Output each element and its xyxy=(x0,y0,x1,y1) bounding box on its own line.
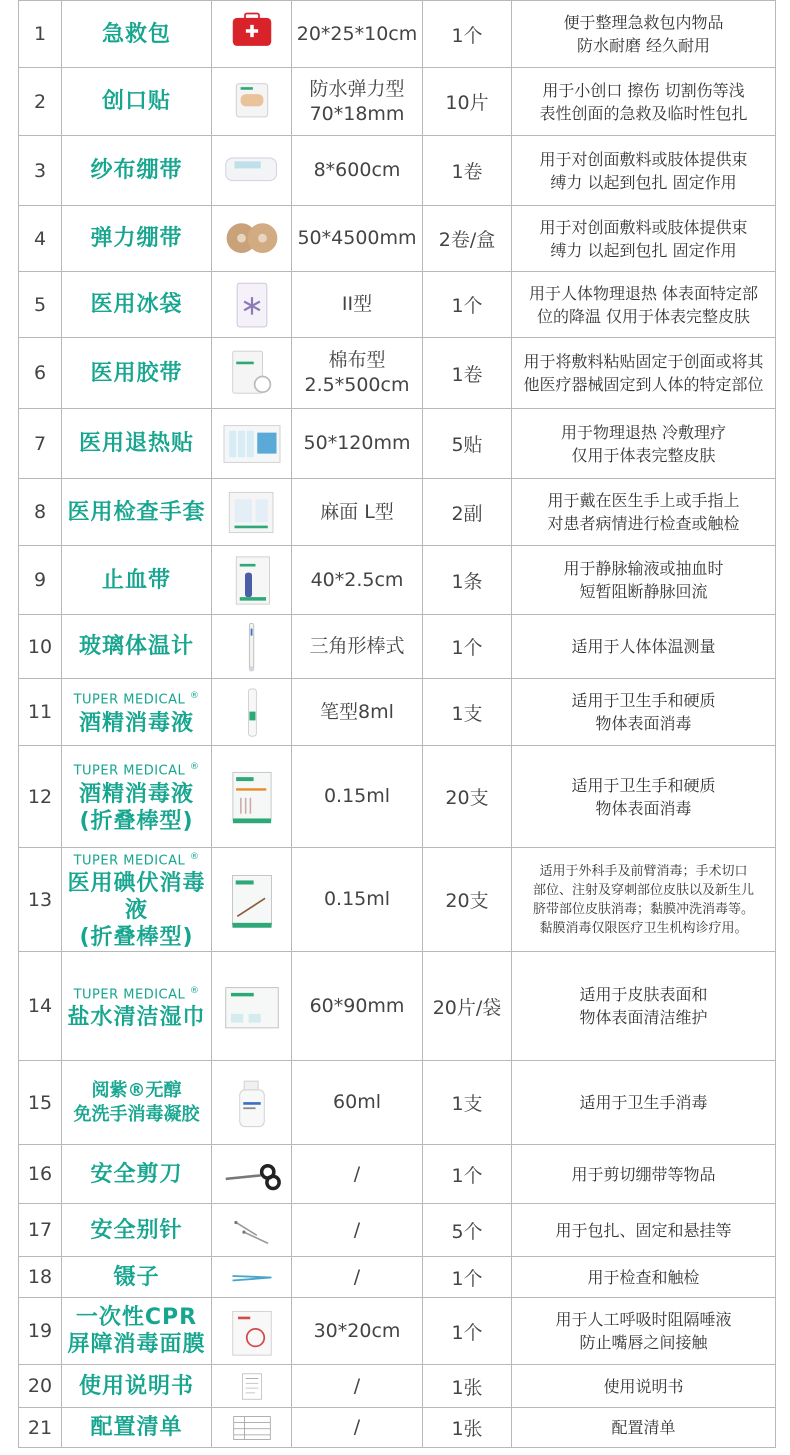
item-spec-cell xyxy=(292,338,423,409)
tweezers-icon xyxy=(217,1261,287,1294)
item-description: 位的降温 仅用于体表完整皮肤 xyxy=(536,306,751,326)
item-description-cell xyxy=(512,546,776,615)
item-name-cell xyxy=(62,679,212,746)
item-number: 1 xyxy=(19,1,62,68)
item-description: 短暂阻断静脉回流 xyxy=(579,582,708,601)
bandage-strip-icon xyxy=(217,72,287,132)
item-description-cell xyxy=(512,272,776,338)
item-name-cell xyxy=(62,1298,212,1365)
item-number: 20 xyxy=(19,1365,62,1408)
item-description-cell xyxy=(512,1145,776,1204)
item-description: 缚力 以起到包扎 固定作用 xyxy=(550,172,737,192)
item-description: 用于对创面敷料或肢体提供束 xyxy=(539,217,748,237)
item-quantity: 10片 xyxy=(423,68,512,136)
item-name-cell xyxy=(62,1365,212,1408)
item-spec: 50*120mm xyxy=(303,432,411,454)
item-number: 2 xyxy=(19,68,62,136)
item-spec: / xyxy=(353,1162,361,1185)
item-name: 玻璃体温计 xyxy=(78,634,194,659)
item-name: 创口贴 xyxy=(101,89,171,114)
item-quantity: 1张 xyxy=(423,1408,512,1448)
item-description: 防水耐磨 经久耐用 xyxy=(576,36,711,55)
item-description: 适用于卫生手和硬质 xyxy=(571,775,716,795)
item-description: 用于小创口 擦伤 切割伤等浅 xyxy=(542,80,745,100)
gauze-roll-icon xyxy=(217,140,287,202)
item-quantity: 5贴 xyxy=(423,409,512,479)
elastic-bandage-icon xyxy=(217,210,287,268)
item-name: 配置清单 xyxy=(90,1415,183,1441)
item-spec: 50*4500mm xyxy=(297,227,417,249)
item-name: (折叠棒型) xyxy=(79,808,194,834)
item-row xyxy=(19,1365,776,1408)
item-row xyxy=(19,1061,776,1145)
item-name-cell xyxy=(62,479,212,546)
item-spec: 20*25*10cm xyxy=(296,22,418,45)
item-quantity: 1卷 xyxy=(423,136,512,206)
item-name: 酒精消毒液 xyxy=(78,710,194,736)
item-spec: 2.5*500cm xyxy=(304,374,410,396)
item-row xyxy=(19,952,776,1061)
item-spec: / xyxy=(353,1265,361,1288)
item-quantity: 2卷/盒 xyxy=(423,206,512,272)
item-name-cell xyxy=(62,68,212,136)
item-name: 医用胶带 xyxy=(90,360,183,386)
item-spec-cell xyxy=(292,679,423,746)
item-spec: 60ml xyxy=(333,1091,381,1114)
gloves-icon xyxy=(217,483,287,542)
item-spec-cell xyxy=(292,1204,423,1257)
item-spec-cell xyxy=(292,1061,423,1145)
item-spec-cell xyxy=(292,409,423,479)
brand-label: TUPER MEDICAL ® xyxy=(73,762,200,779)
item-number: 19 xyxy=(19,1298,62,1365)
item-spec-cell xyxy=(292,546,423,615)
item-row xyxy=(19,1257,776,1298)
cooling-patch-icon xyxy=(217,413,287,475)
item-spec: 棉布型 xyxy=(328,349,386,371)
item-name: (折叠棒型) xyxy=(79,925,194,951)
item-name: 屏障消毒面膜 xyxy=(67,1332,206,1358)
item-image-cell xyxy=(212,1061,292,1145)
item-spec-cell xyxy=(292,848,423,952)
item-spec: 40*2.5cm xyxy=(310,568,404,591)
item-description-cell xyxy=(512,679,776,746)
item-row xyxy=(19,1,776,68)
item-image-cell xyxy=(212,679,292,746)
item-description-cell xyxy=(512,1365,776,1408)
item-name-cell xyxy=(62,1257,212,1298)
item-quantity: 1个 xyxy=(423,1,512,68)
item-name-cell xyxy=(62,746,212,848)
tourniquet-icon xyxy=(217,550,287,611)
item-spec: II型 xyxy=(341,293,373,315)
item-quantity: 20支 xyxy=(423,746,512,848)
item-description: 部位、注射及穿刺部位皮肤以及新生儿 xyxy=(532,882,754,898)
item-number: 13 xyxy=(19,848,62,952)
item-name: 酒精消毒液 xyxy=(78,781,194,807)
item-quantity: 5个 xyxy=(423,1204,512,1257)
item-spec: 三角形棒式 xyxy=(309,635,405,657)
item-spec-cell xyxy=(292,68,423,136)
item-description: 物体表面清洁维护 xyxy=(579,1008,708,1028)
item-spec: 70*18mm xyxy=(309,102,405,125)
item-quantity: 1个 xyxy=(423,272,512,338)
item-quantity: 1卷 xyxy=(423,338,512,409)
item-name: 医用退热贴 xyxy=(78,431,194,456)
item-row xyxy=(19,272,776,338)
hand-sanitizer-icon xyxy=(217,1072,287,1134)
item-number: 9 xyxy=(19,546,62,615)
item-quantity: 1条 xyxy=(423,546,512,615)
item-row xyxy=(19,746,776,848)
item-description-cell xyxy=(512,206,776,272)
item-number: 14 xyxy=(19,952,62,1061)
medical-tape-icon xyxy=(217,342,287,404)
item-description-cell xyxy=(512,68,776,136)
item-image-cell xyxy=(212,409,292,479)
item-row xyxy=(19,848,776,952)
item-name: 弹力绷带 xyxy=(90,226,183,251)
item-name: 一次性CPR xyxy=(75,1305,198,1331)
item-name: 阅紫®无醇 xyxy=(91,1079,182,1101)
item-name-cell xyxy=(62,1061,212,1145)
item-description: 用于戴在医生手上或手指上 xyxy=(547,491,740,510)
item-description: 表性创面的急救及临时性包扎 xyxy=(539,103,748,123)
item-spec-cell xyxy=(292,1,423,68)
item-spec: 8*600cm xyxy=(313,159,401,181)
manual-icon xyxy=(217,1369,287,1404)
item-image-cell xyxy=(212,848,292,952)
item-description: 用于检查和触检 xyxy=(587,1267,700,1287)
item-description: 用于将敷料粘贴固定于创面或将其 xyxy=(523,352,764,371)
item-quantity: 1张 xyxy=(423,1365,512,1408)
iodine-swab-box-icon xyxy=(217,869,287,931)
item-description: 适用于外科手及前臂消毒；手术切口 xyxy=(539,863,748,879)
item-image-cell xyxy=(212,1298,292,1365)
item-name-cell xyxy=(62,1408,212,1448)
item-image-cell xyxy=(212,1365,292,1408)
item-row xyxy=(19,679,776,746)
item-description: 适用于皮肤表面和 xyxy=(579,985,708,1005)
item-name: 安全别针 xyxy=(90,1217,183,1243)
item-image-cell xyxy=(212,338,292,409)
item-spec-cell xyxy=(292,136,423,206)
item-name-cell xyxy=(62,409,212,479)
item-quantity: 1个 xyxy=(423,1298,512,1365)
item-quantity: 1支 xyxy=(423,679,512,746)
item-number: 4 xyxy=(19,206,62,272)
item-description: 便于整理急救包内物品 xyxy=(563,13,724,32)
item-number: 15 xyxy=(19,1061,62,1145)
item-name: 使用说明书 xyxy=(78,1373,194,1399)
item-spec-cell xyxy=(292,615,423,679)
item-name: 止血带 xyxy=(101,567,171,593)
item-quantity: 1个 xyxy=(423,1257,512,1298)
thermometer-icon xyxy=(217,619,287,675)
item-description: 配置清单 xyxy=(611,1418,676,1438)
cpr-mask-icon xyxy=(217,1302,287,1361)
item-description-cell xyxy=(512,1061,776,1145)
item-row xyxy=(19,1204,776,1257)
item-number: 6 xyxy=(19,338,62,409)
item-row xyxy=(19,615,776,679)
item-spec-cell xyxy=(292,272,423,338)
item-image-cell xyxy=(212,136,292,206)
item-description: 物体表面消毒 xyxy=(595,798,692,818)
item-quantity: 1个 xyxy=(423,1145,512,1204)
item-row xyxy=(19,546,776,615)
checklist-icon xyxy=(217,1412,287,1444)
item-description-cell xyxy=(512,338,776,409)
item-row xyxy=(19,68,776,136)
item-spec: 麻面 L型 xyxy=(320,500,394,523)
item-row xyxy=(19,1145,776,1204)
item-spec-cell xyxy=(292,1298,423,1365)
item-description: 用于物理退热 冷敷理疗 xyxy=(560,422,727,442)
item-description-cell xyxy=(512,746,776,848)
item-quantity: 1个 xyxy=(423,615,512,679)
item-image-cell xyxy=(212,479,292,546)
safety-pin-icon xyxy=(217,1208,287,1253)
item-quantity: 20片/袋 xyxy=(423,952,512,1061)
item-description-cell xyxy=(512,1298,776,1365)
item-name-cell xyxy=(62,1,212,68)
item-description: 防止嘴唇之间接触 xyxy=(579,1333,708,1353)
item-spec-cell xyxy=(292,206,423,272)
item-number: 8 xyxy=(19,479,62,546)
item-spec: 30*20cm xyxy=(313,1319,401,1342)
item-number: 17 xyxy=(19,1204,62,1257)
item-spec: / xyxy=(353,1416,361,1439)
item-spec-cell xyxy=(292,1408,423,1448)
item-number: 12 xyxy=(19,746,62,848)
item-row xyxy=(19,1408,776,1448)
item-image-cell xyxy=(212,1257,292,1298)
item-description: 适用于人体体温测量 xyxy=(571,637,716,656)
item-description: 仅用于体表完整皮肤 xyxy=(571,445,716,465)
brand-label: TUPER MEDICAL ® xyxy=(73,691,200,708)
item-name-cell xyxy=(62,1145,212,1204)
item-description-cell xyxy=(512,952,776,1061)
item-image-cell xyxy=(212,206,292,272)
item-number: 21 xyxy=(19,1408,62,1448)
item-image-cell xyxy=(212,1145,292,1204)
first-aid-bag-icon xyxy=(217,5,287,64)
item-spec: 防水弹力型 xyxy=(309,77,405,100)
saline-wipes-icon xyxy=(217,975,287,1037)
brand-label: TUPER MEDICAL ® xyxy=(73,852,200,869)
item-name-cell xyxy=(62,272,212,338)
item-name: 纱布绷带 xyxy=(90,158,183,183)
item-description: 用于人体物理退热 体表面特定部 xyxy=(528,283,759,303)
item-row xyxy=(19,338,776,409)
item-image-cell xyxy=(212,272,292,338)
item-spec-cell xyxy=(292,1365,423,1408)
item-name-cell xyxy=(62,952,212,1061)
item-description: 适用于卫生手消毒 xyxy=(579,1093,708,1113)
item-image-cell xyxy=(212,1408,292,1448)
item-number: 18 xyxy=(19,1257,62,1298)
item-description: 适用于卫生手和硬质 xyxy=(571,691,716,710)
item-quantity: 20支 xyxy=(423,848,512,952)
item-name: 镊子 xyxy=(113,1264,160,1290)
item-spec-cell xyxy=(292,1145,423,1204)
item-row xyxy=(19,136,776,206)
item-name-cell xyxy=(62,206,212,272)
item-name: 医用碘伏消毒液 xyxy=(67,871,206,924)
item-name: 医用检查手套 xyxy=(67,499,206,525)
item-spec-cell xyxy=(292,952,423,1061)
alcohol-swab-box-icon xyxy=(217,766,287,828)
item-description: 黏膜消毒仅限医疗卫生机构诊疗用。 xyxy=(539,920,748,936)
brand-label: TUPER MEDICAL ® xyxy=(73,985,200,1002)
item-description: 用于人工呼吸时阻隔唾液 xyxy=(555,1310,732,1330)
item-description-cell xyxy=(512,1204,776,1257)
item-number: 10 xyxy=(19,615,62,679)
item-quantity: 1支 xyxy=(423,1061,512,1145)
item-spec-cell xyxy=(292,1257,423,1298)
item-row xyxy=(19,409,776,479)
item-spec: 60*90mm xyxy=(309,994,405,1017)
item-name: 急救包 xyxy=(101,21,171,47)
kit-contents-table xyxy=(18,0,776,1448)
item-description-cell xyxy=(512,479,776,546)
item-spec: / xyxy=(353,1218,361,1241)
item-row xyxy=(19,1298,776,1365)
ice-pack-icon xyxy=(217,276,287,334)
scissors-icon xyxy=(217,1149,287,1200)
item-image-cell xyxy=(212,1,292,68)
item-name: 免洗手消毒凝胶 xyxy=(73,1103,200,1125)
item-name: 医用冰袋 xyxy=(90,292,183,317)
item-description-cell xyxy=(512,1,776,68)
alcohol-pen-icon xyxy=(217,683,287,742)
item-description-cell xyxy=(512,615,776,679)
item-description: 他医疗器械固定到人体的特定部位 xyxy=(523,375,764,394)
item-description: 使用说明书 xyxy=(603,1376,684,1396)
item-image-cell xyxy=(212,952,292,1061)
item-description: 脐带部位皮肤消毒；黏膜冲洗消毒等。 xyxy=(532,901,754,917)
item-description: 用于对创面敷料或肢体提供束 xyxy=(539,149,748,169)
item-spec-cell xyxy=(292,479,423,546)
item-spec: / xyxy=(353,1374,361,1397)
item-name-cell xyxy=(62,136,212,206)
item-spec: 0.15ml xyxy=(323,785,391,807)
item-spec-cell xyxy=(292,746,423,848)
item-description-cell xyxy=(512,848,776,952)
item-name: 盐水清洁湿巾 xyxy=(67,1004,206,1030)
item-name-cell xyxy=(62,546,212,615)
item-number: 11 xyxy=(19,679,62,746)
item-name-cell xyxy=(62,338,212,409)
item-name: 安全剪刀 xyxy=(90,1161,183,1187)
item-image-cell xyxy=(212,546,292,615)
item-image-cell xyxy=(212,615,292,679)
item-name-cell xyxy=(62,1204,212,1257)
item-spec: 0.15ml xyxy=(323,888,391,911)
item-number: 3 xyxy=(19,136,62,206)
item-description: 缚力 以起到包扎 固定作用 xyxy=(550,240,737,260)
item-image-cell xyxy=(212,746,292,848)
item-quantity: 2副 xyxy=(423,479,512,546)
item-name-cell xyxy=(62,848,212,952)
item-row xyxy=(19,479,776,546)
item-row xyxy=(19,206,776,272)
item-number: 16 xyxy=(19,1145,62,1204)
item-name-cell xyxy=(62,615,212,679)
item-description: 用于包扎、固定和悬挂等 xyxy=(555,1220,732,1240)
item-description: 用于静脉输液或抽血时 xyxy=(563,559,724,578)
item-image-cell xyxy=(212,68,292,136)
item-description: 用于剪切绷带等物品 xyxy=(571,1164,716,1184)
item-description-cell xyxy=(512,136,776,206)
item-description-cell xyxy=(512,409,776,479)
item-image-cell xyxy=(212,1204,292,1257)
item-description-cell xyxy=(512,1408,776,1448)
item-description: 对患者病情进行检查或触检 xyxy=(547,514,740,533)
item-description: 物体表面消毒 xyxy=(595,714,692,733)
item-number: 5 xyxy=(19,272,62,338)
item-spec: 笔型8ml xyxy=(320,700,394,723)
item-number: 7 xyxy=(19,409,62,479)
item-description-cell xyxy=(512,1257,776,1298)
